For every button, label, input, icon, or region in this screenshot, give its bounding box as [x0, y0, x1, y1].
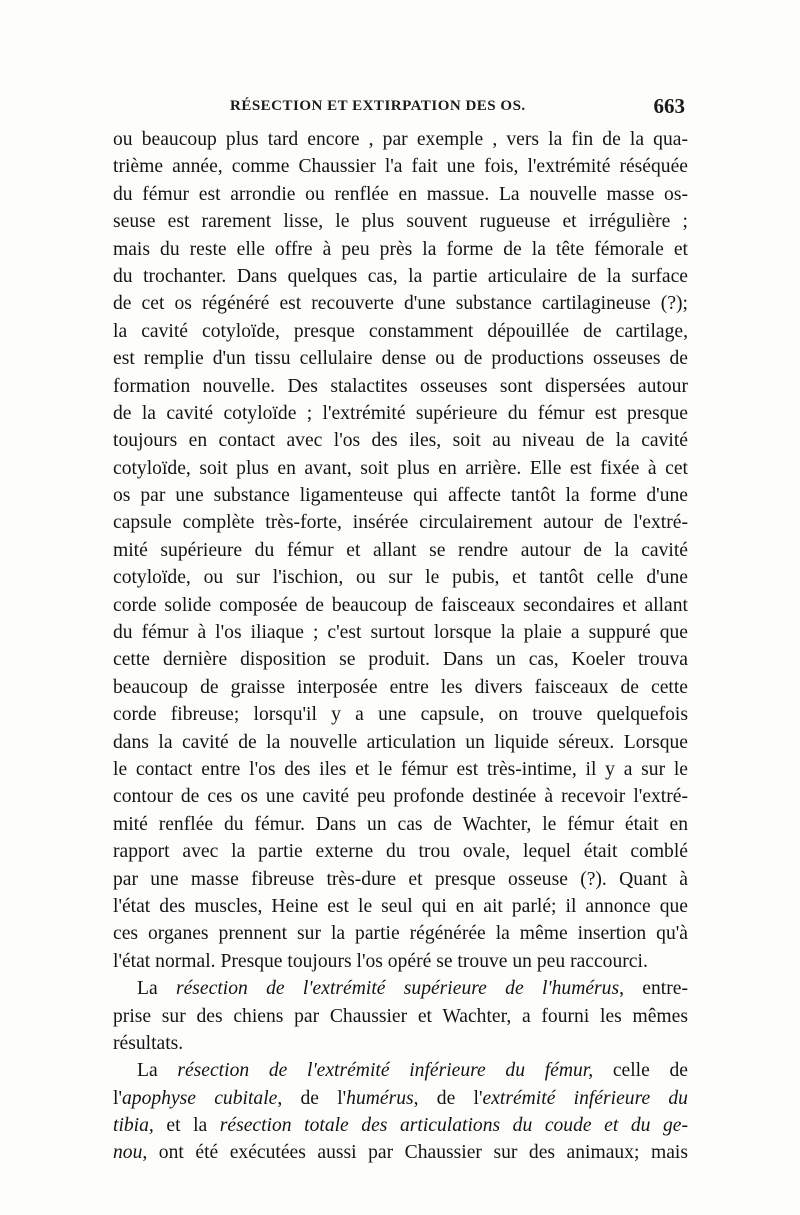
running-title: RÉSECTION ET EXTIRPATION DES OS.	[230, 98, 526, 114]
text-run: La	[137, 1060, 178, 1082]
text-line: est remplie d'un tissu cellulaire dense ou de productions osseuses de	[113, 348, 688, 370]
text-line: rapport avec la partie externe du trou ovale, lequel était comblé	[113, 841, 688, 863]
italic-run: humérus	[346, 1087, 414, 1109]
text-line: de la cavité cotyloïde ; l'extrémité supérieure du fémur est presque	[113, 402, 688, 424]
italic-run: résection de l'extrémité inférieure du fémur,	[177, 1060, 594, 1082]
text-line: mité supérieure du fémur et allant se rendre autour de la cavité	[113, 539, 688, 561]
text-line: formation nouvelle. Des stalactites osseuses sont dispersées autour	[113, 375, 688, 397]
text-line: corde fibreuse; lorsqu'il y a une capsule, on trouve quelquefois	[113, 704, 688, 726]
text-line	[113, 1057, 688, 1084]
text-line: dans la cavité de la nouvelle articulation un liquide séreux. Lorsque	[113, 731, 688, 753]
text-line: cotyloïde, ou sur l'ischion, ou sur le pubis, et tantôt celle d'une	[113, 567, 688, 589]
text-line: l'état des muscles, Heine est le seul qui en ait parlé; il annonce que	[113, 895, 688, 917]
text-run: , ont été exécutées aussi par Chaussier sur des animaux; mais	[142, 1142, 688, 1164]
text-line: prise sur des chiens par Chaussier et Wachter, a fourni les mêmes	[113, 1005, 688, 1027]
text-line	[113, 1112, 688, 1139]
text-line: par une masse fibreuse très-dure et presque osseuse (?). Quant à	[113, 868, 688, 890]
text-line: seuse est rarement lisse, le plus souvent rugueuse et irrégulière ;	[113, 211, 688, 233]
italic-run: résection totale des articulations du coude et du ge-	[219, 1115, 688, 1137]
text-line: l'état normal. Presque toujours l'os opéré se trouve un peu raccourci.	[113, 950, 648, 972]
text-line: du fémur à l'os iliaque ; c'est surtout lorsque la plaie a suppuré que	[113, 622, 688, 644]
text-line: mais du reste elle offre à peu près la forme de la tête fémorale et	[113, 238, 688, 260]
text-line: beaucoup de graisse interposée entre les divers faisceaux de cette	[113, 676, 688, 698]
text-run: et la	[153, 1115, 220, 1137]
text-line: la cavité cotyloïde, presque constamment dépouillée de cartilage,	[113, 320, 688, 342]
text-line: du fémur est arrondie ou renflée en massue. La nouvelle masse os-	[113, 183, 688, 205]
paragraph-3	[113, 1057, 688, 1167]
running-header	[115, 94, 685, 128]
text-run: , entre-	[619, 978, 688, 1000]
text-line: corde solide composée de beaucoup de faisceaux secondaires et allant	[113, 594, 688, 616]
page-number: 663	[653, 94, 685, 118]
italic-run: tibia,	[113, 1115, 154, 1137]
text-line: résultats.	[113, 1032, 184, 1054]
italic-run: apophyse cubitale	[121, 1087, 278, 1109]
text-line: le contact entre l'os des iles et le fémur est très-intime, il y a sur le	[113, 758, 688, 780]
text-line: du trochanter. Dans quelques cas, la partie articulaire de la surface	[113, 265, 688, 287]
paragraph-1	[113, 126, 688, 975]
italic-run: résection de l'extrémité supérieure de l'humérus	[175, 978, 620, 1000]
text-run: La	[137, 978, 176, 1000]
text-line: toujours en contact avec l'os des iles, soit au niveau de la cavité	[113, 430, 688, 452]
text-run: celle de	[593, 1060, 688, 1082]
text-line	[113, 1085, 688, 1112]
text-line: ces organes prennent sur la partie régénérée la même insertion qu'à	[113, 923, 688, 945]
text-line: de cet os régénéré est recouverte d'une substance cartilagineuse (?);	[113, 293, 688, 315]
text-line: contour de ces os une cavité peu profonde destinée à recevoir l'extré-	[113, 786, 688, 808]
italic-run: nou	[113, 1142, 143, 1164]
text-line: cette dernière disposition se produit. Dans un cas, Koeler trouva	[113, 649, 688, 671]
body-text	[113, 126, 688, 1167]
text-run: , de l'	[413, 1087, 483, 1109]
text-line: cotyloïde, soit plus en avant, soit plus en arrière. Elle est fixée à cet	[113, 457, 688, 479]
text-run: , de l'	[277, 1087, 347, 1109]
text-line	[113, 975, 688, 1002]
text-line: ou beaucoup plus tard encore , par exemple , vers la fin de la qua-	[113, 129, 688, 150]
paragraph-2	[113, 975, 688, 1057]
text-line	[113, 1139, 688, 1166]
text-line: os par une substance ligamenteuse qui affecte tantôt la forme d'une	[113, 485, 688, 507]
text-line: mité renflée du fémur. Dans un cas de Wachter, le fémur était en	[113, 813, 688, 835]
italic-run: extrémité inférieure du	[482, 1087, 688, 1109]
text-line: capsule complète très-forte, insérée circulairement autour de l'extré-	[113, 512, 688, 534]
text-line: trième année, comme Chaussier l'a fait une fois, l'extrémité réséquée	[113, 156, 688, 178]
text-run: l'	[113, 1087, 122, 1109]
